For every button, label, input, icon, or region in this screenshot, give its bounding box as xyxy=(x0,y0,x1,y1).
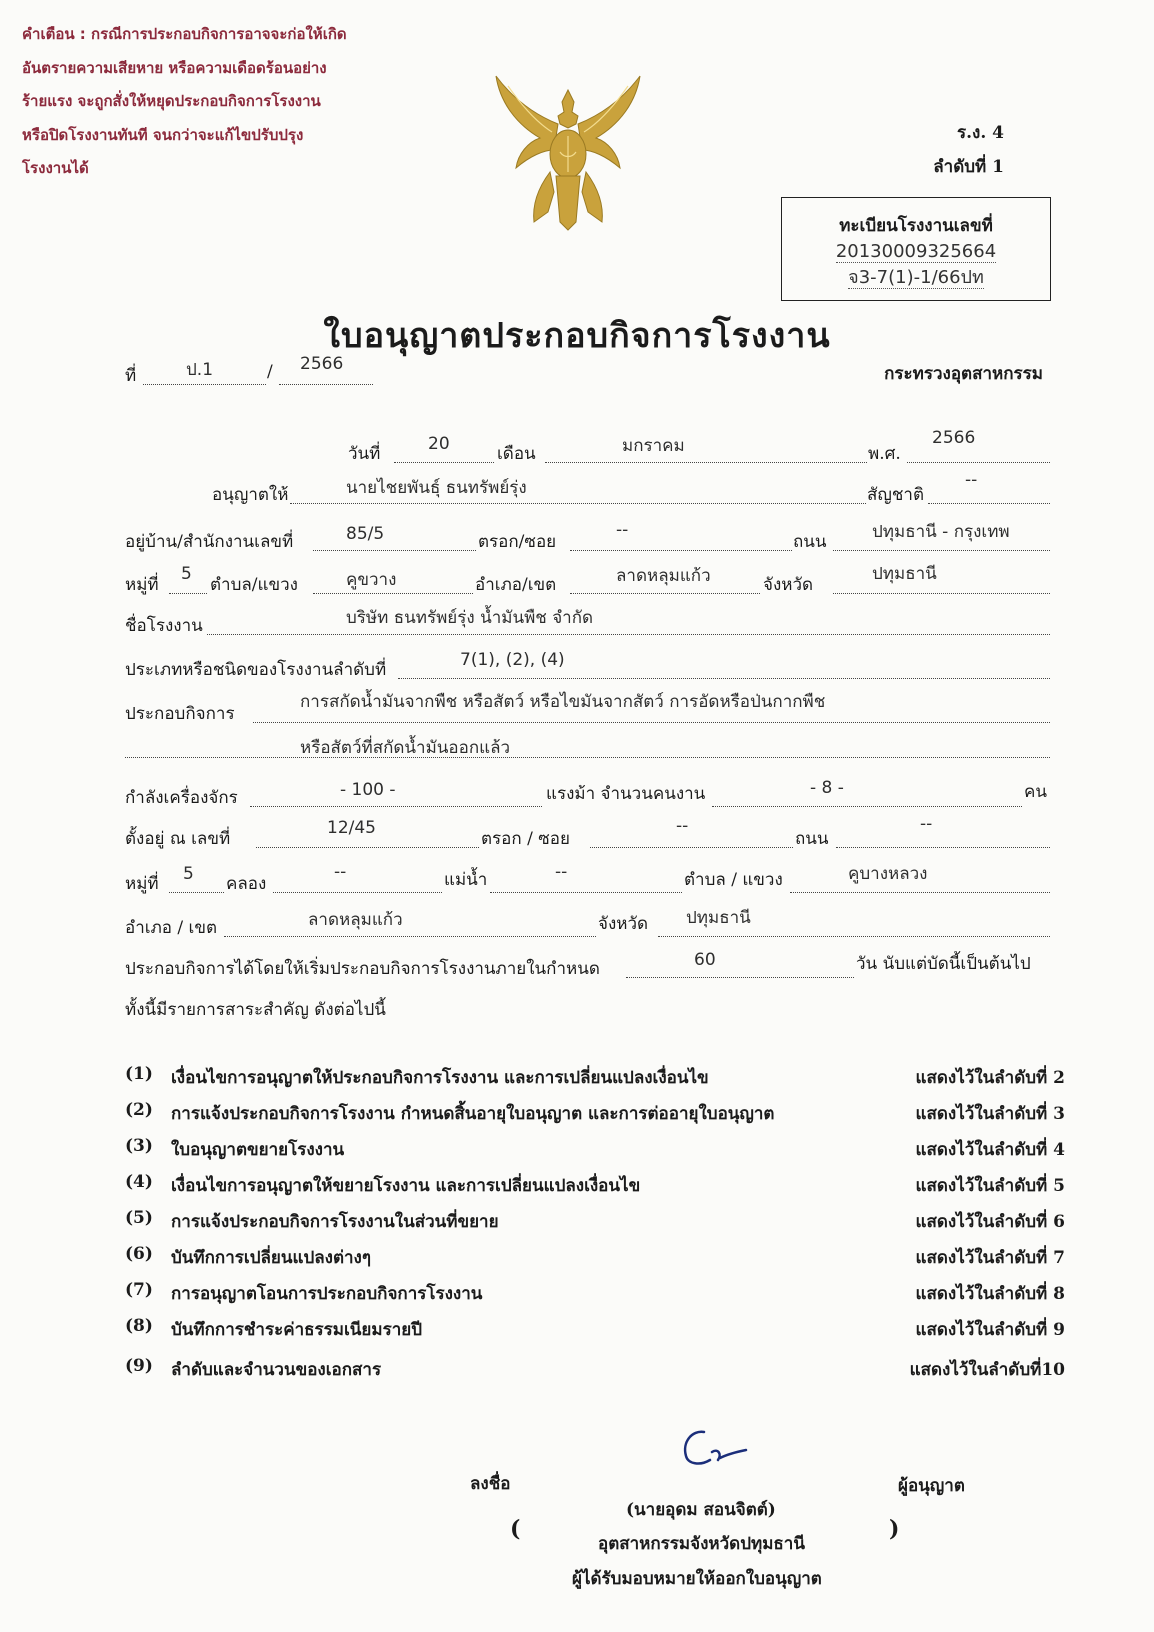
item-number: (4) xyxy=(125,1172,153,1192)
item-text: บันทึกการเปลี่ยนแปลงต่างๆ xyxy=(171,1248,371,1268)
value-road: ปทุมธานี - กรุงเทพ xyxy=(872,522,1010,542)
fill-line xyxy=(169,870,224,893)
fill-line xyxy=(207,612,1050,635)
label-house: อยู่บ้าน/สำนักงานเลขที่ xyxy=(125,532,294,552)
label-alley2: ตรอก / ซอย xyxy=(481,829,570,849)
fill-line xyxy=(626,955,854,978)
item-reference: แสดงไว้ในลำดับที่ 6 xyxy=(915,1212,1065,1232)
value-alley2: -- xyxy=(676,816,689,836)
item-number: (3) xyxy=(125,1136,153,1156)
label-persons: คน xyxy=(1024,782,1047,802)
fill-line xyxy=(545,440,867,463)
list-item xyxy=(125,1100,1065,1136)
value-alley: -- xyxy=(616,520,629,540)
item-reference: แสดงไว้ในลำดับที่ 8 xyxy=(915,1284,1065,1304)
signer-position: อุตสาหกรรมจังหวัดปทุมธานี xyxy=(598,1534,805,1554)
fill-line xyxy=(928,481,1050,504)
value-nationality: -- xyxy=(965,470,978,490)
fill-line xyxy=(907,440,1050,463)
label-road: ถนน xyxy=(793,532,827,552)
list-item xyxy=(125,1208,1065,1244)
label-start-text: ประกอบกิจการได้โดยให้เริ่มประกอบกิจการโรงงานภายในกำหนด xyxy=(125,959,600,979)
value-no: ป.1 xyxy=(186,360,214,380)
label-machine-power: กำลังเครื่องจักร xyxy=(125,788,238,808)
label-road2: ถนน xyxy=(795,829,829,849)
warning-line: ร้ายแรง จะถูกสั่งให้หยุดประกอบกิจการโรงงาน xyxy=(22,92,321,110)
fill-line xyxy=(712,784,1022,807)
item-reference: แสดงไว้ในลำดับที่ 5 xyxy=(915,1176,1065,1196)
value-machine-power: - 100 - xyxy=(340,780,396,800)
granter-label: ผู้อนุญาต xyxy=(898,1476,965,1496)
close-paren: ) xyxy=(889,1516,900,1542)
value-factory-type: 7(1), (2), (4) xyxy=(460,650,565,670)
warning-line: หรือปิดโรงงานทันที จนกว่าจะแก้ไขปรับปรุง xyxy=(22,125,304,144)
label-nationality: สัญชาติ xyxy=(867,485,924,505)
form-code-block xyxy=(933,116,1004,184)
value-factory-name: บริษัท ธนทรัพย์รุ่ง น้ำมันพืช จำกัด xyxy=(346,608,594,628)
value-workers: - 8 - xyxy=(810,778,844,798)
label-province2: จังหวัด xyxy=(598,914,649,934)
value-province: ปทุมธานี xyxy=(872,564,937,584)
item-text: ใบอนุญาตขยายโรงงาน xyxy=(171,1140,345,1160)
fill-line xyxy=(273,870,442,893)
label-district2: อำเภอ / เขต xyxy=(125,918,217,938)
item-text: การแจ้งประกอบกิจการโรงงาน กำหนดสิ้นอายุใบอนุญาต และการต่ออายุใบอนุญาต xyxy=(171,1104,775,1124)
item-reference: แสดงไว้ในลำดับที่ 9 xyxy=(915,1320,1065,1340)
label-canal: คลอง xyxy=(226,874,267,894)
fill-line xyxy=(125,735,1050,758)
value-district2: ลาดหลุมแก้ว xyxy=(308,910,403,930)
fill-line xyxy=(250,784,542,807)
warning-line: โรงงานได้ xyxy=(22,159,89,177)
value-located-no: 12/45 xyxy=(327,818,376,838)
value-river: -- xyxy=(555,862,568,882)
signature-mark xyxy=(674,1424,754,1474)
value-days: 60 xyxy=(694,950,716,970)
label-days-text: วัน นับแต่บัดนี้เป็นต้นไป xyxy=(856,954,1031,974)
fill-line xyxy=(313,528,476,551)
item-text: เงื่อนไขการอนุญาตให้ขยายโรงงาน และการเปลี่ยนแปลงเงื่อนไข xyxy=(171,1176,641,1196)
fill-line xyxy=(836,825,1050,848)
item-number: (7) xyxy=(125,1280,153,1300)
value-month: มกราคม xyxy=(622,436,685,456)
registration-box xyxy=(781,197,1051,301)
value-road2: -- xyxy=(920,814,933,834)
label-river: แม่น้ำ xyxy=(444,870,488,890)
label-slash: / xyxy=(267,362,273,382)
label-year: พ.ศ. xyxy=(868,444,901,464)
item-reference: แสดงไว้ในลำดับที่ 4 xyxy=(915,1140,1065,1160)
item-number: (2) xyxy=(125,1100,153,1120)
fill-line xyxy=(833,571,1050,594)
item-text: บันทึกการชำระค่าธรรมเนียมรายปี xyxy=(171,1320,423,1340)
label-subdistrict: ตำบล/แขวง xyxy=(210,575,298,595)
value-house: 85/5 xyxy=(346,524,385,544)
item-text: การอนุญาตโอนการประกอบกิจการโรงงาน xyxy=(171,1284,483,1304)
value-year: 2566 xyxy=(932,428,976,448)
label-moo: หมู่ที่ xyxy=(125,575,159,595)
item-reference: แสดงไว้ในลำดับที่10 xyxy=(909,1360,1065,1380)
label-business: ประกอบกิจการ xyxy=(125,704,235,724)
garuda-emblem xyxy=(488,72,648,232)
label-month: เดือน xyxy=(497,444,536,464)
list-item xyxy=(125,1280,1065,1316)
registration-title: ทะเบียนโรงงานเลขที่ xyxy=(839,216,993,236)
label-located-at: ตั้งอยู่ ณ เลขที่ xyxy=(125,829,231,849)
value-canal: -- xyxy=(334,862,347,882)
page-title: ใบอนุญาตประกอบกิจการโรงงาน xyxy=(323,316,831,356)
item-number: (9) xyxy=(125,1356,153,1376)
form-code: ร.ง. 4 xyxy=(956,123,1004,143)
list-item xyxy=(125,1136,1065,1172)
label-no: ที่ xyxy=(125,366,137,386)
label-moo2: หมู่ที่ xyxy=(125,874,159,894)
value-moo2: 5 xyxy=(183,864,194,884)
label-alley: ตรอก/ซอย xyxy=(478,532,557,552)
item-text: ลำดับและจำนวนของเอกสาร xyxy=(171,1360,382,1380)
item-reference: แสดงไว้ในลำดับที่ 3 xyxy=(915,1104,1065,1124)
item-number: (1) xyxy=(125,1064,153,1084)
fill-line xyxy=(490,870,682,893)
open-paren: ( xyxy=(510,1516,521,1542)
value-grantee: นายไชยพันธุ์ ธนทรัพย์รุ่ง xyxy=(346,478,527,498)
label-hp-workers: แรงม้า จำนวนคนงาน xyxy=(546,784,706,804)
list-item xyxy=(125,1244,1065,1280)
list-item xyxy=(125,1356,1065,1392)
value-business-2: หรือสัตว์ที่สกัดน้ำมันออกแล้ว xyxy=(300,738,511,758)
value-district: ลาดหลุมแก้ว xyxy=(616,566,711,586)
ministry: กระทรวงอุตสาหกรรม xyxy=(884,364,1043,384)
item-reference: แสดงไว้ในลำดับที่ 7 xyxy=(915,1248,1065,1268)
label-province: จังหวัด xyxy=(763,575,814,595)
value-day: 20 xyxy=(428,434,450,454)
label-factory-type: ประเภทหรือชนิดของโรงงานลำดับที่ xyxy=(125,660,387,680)
value-subdistrict: คูขวาง xyxy=(346,570,397,590)
item-number: (8) xyxy=(125,1316,153,1336)
item-number: (5) xyxy=(125,1208,153,1228)
label-subdistrict2: ตำบล / แขวง xyxy=(684,870,783,890)
label-district: อำเภอ/เขต xyxy=(475,575,557,595)
fill-line xyxy=(570,528,792,551)
item-text: การแจ้งประกอบกิจการโรงงานในส่วนที่ขยาย xyxy=(171,1212,499,1232)
signer-authority: ผู้ได้รับมอบหมายให้ออกใบอนุญาต xyxy=(572,1569,822,1589)
list-item xyxy=(125,1064,1065,1100)
value-subdistrict2: คูบางหลวง xyxy=(848,864,928,884)
list-item xyxy=(125,1172,1065,1208)
item-reference: แสดงไว้ในลำดับที่ 2 xyxy=(915,1068,1065,1088)
sign-label: ลงชื่อ xyxy=(470,1474,511,1494)
item-text: เงื่อนไขการอนุญาตให้ประกอบกิจการโรงงาน และการเปลี่ยนแปลงเงื่อนไข xyxy=(171,1068,709,1088)
value-moo: 5 xyxy=(181,564,192,584)
signer-name: (นายอุดม สอนจิตต์) xyxy=(626,1500,776,1520)
registration-code: จ3-7(1)-1/66ปท xyxy=(848,267,984,288)
label-factory-name: ชื่อโรงงาน xyxy=(125,616,203,636)
warning-line: คำเตือน : กรณีการประกอบกิจการอาจจะก่อให้เกิด xyxy=(22,25,347,43)
order-number: ลำดับที่ 1 xyxy=(933,157,1004,177)
value-no-year: 2566 xyxy=(300,354,344,374)
value-province2: ปทุมธานี xyxy=(686,908,751,928)
warning-line: อันตรายความเสียหาย หรือความเดือดร้อนอย่าง xyxy=(22,58,327,77)
label-summary: ทั้งนี้มีรายการสาระสำคัญ ดังต่อไปนี้ xyxy=(125,1000,386,1020)
label-grant-to: อนุญาตให้ xyxy=(212,485,289,505)
registration-number: 20130009325664 xyxy=(835,241,997,262)
label-day: วันที่ xyxy=(348,444,381,464)
value-business-1: การสกัดน้ำมันจากพืช หรือสัตว์ หรือไขมันจากสัตว์ การอัดหรือป่นกากพืช xyxy=(300,692,826,712)
warning-notice xyxy=(22,18,402,186)
fill-line xyxy=(590,825,793,848)
list-item xyxy=(125,1316,1065,1352)
item-number: (6) xyxy=(125,1244,153,1264)
fill-line xyxy=(224,914,596,937)
